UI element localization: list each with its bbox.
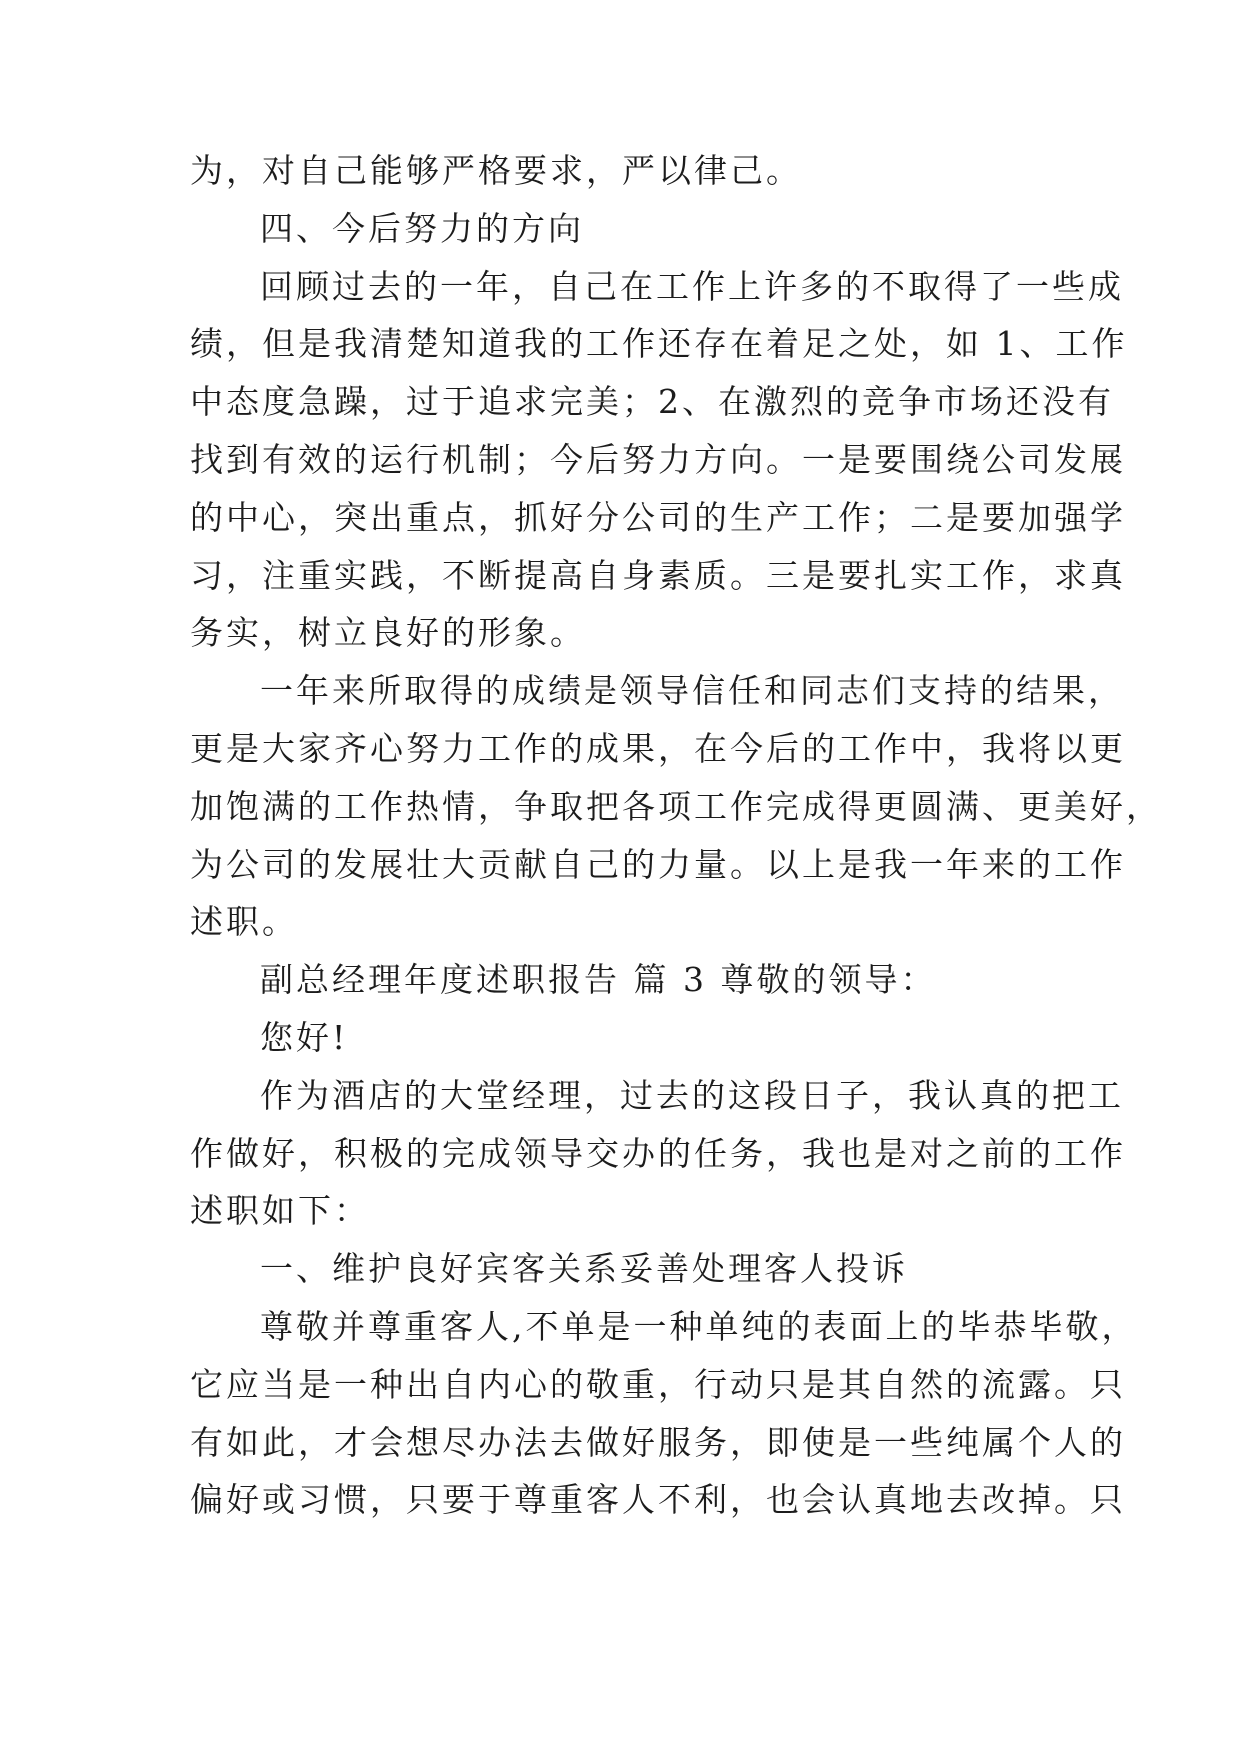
- text-line: 中态度急躁，过于追求完美；2、在激烈的竞争市场还没有: [190, 382, 1114, 422]
- text-line: 尊敬并尊重客人,不单是一种单纯的表面上的毕恭毕敬，: [260, 1306, 1138, 1346]
- text-line: 作为酒店的大堂经理，过去的这段日子，我认真的把工: [260, 1075, 1124, 1115]
- text-line: 回顾过去的一年，自己在工作上许多的不取得了一些成: [260, 266, 1124, 306]
- text-line: 为，对自己能够严格要求，严以律己。: [190, 151, 802, 190]
- text-line: 作做好，积极的完成领导交办的任务，我也是对之前的工作: [190, 1133, 1126, 1173]
- document-page: [190, 142, 1162, 1529]
- text-line: 习，注重实践，不断提高自身素质。三是要扎实工作，求真: [190, 555, 1126, 595]
- text-line: 有如此，才会想尽办法去做好服务，即使是一些纯属个人的: [190, 1422, 1126, 1462]
- text-line: 的中心，突出重点，抓好分公司的生产工作；二是要加强学: [190, 497, 1126, 537]
- report-title-line: 副总经理年度述职报告 篇 3 尊敬的领导：: [260, 960, 937, 1000]
- text-line: 为公司的发展壮大贡献自己的力量。以上是我一年来的工作: [190, 844, 1126, 884]
- section-heading: 四、今后努力的方向: [260, 208, 584, 248]
- text-line: 加饱满的工作热情，争取把各项工作完成得更圆满、更美好，: [190, 786, 1162, 826]
- text-line: 它应当是一种出自内心的敬重，行动只是其自然的流露。只: [190, 1364, 1126, 1404]
- text-line: 找到有效的运行机制；今后努力方向。一是要围绕公司发展: [190, 439, 1126, 479]
- text-line: 述职。: [190, 902, 298, 942]
- text-line: 绩，但是我清楚知道我的工作还存在着足之处，如 1、工作: [190, 324, 1128, 364]
- text-line: 务实，树立良好的形象。: [190, 613, 586, 653]
- text-line: 偏好或习惯，只要于尊重客人不利，也会认真地去改掉。只: [190, 1480, 1126, 1520]
- greeting-line: 您好!: [260, 1017, 349, 1057]
- text-line: 更是大家齐心努力工作的成果，在今后的工作中，我将以更: [190, 728, 1126, 768]
- text-line: 一年来所取得的成绩是领导信任和同志们支持的结果，: [260, 671, 1124, 711]
- text-line: 述职如下：: [190, 1191, 370, 1231]
- section-heading: 一、维护良好宾客关系妥善处理客人投诉: [260, 1249, 908, 1289]
